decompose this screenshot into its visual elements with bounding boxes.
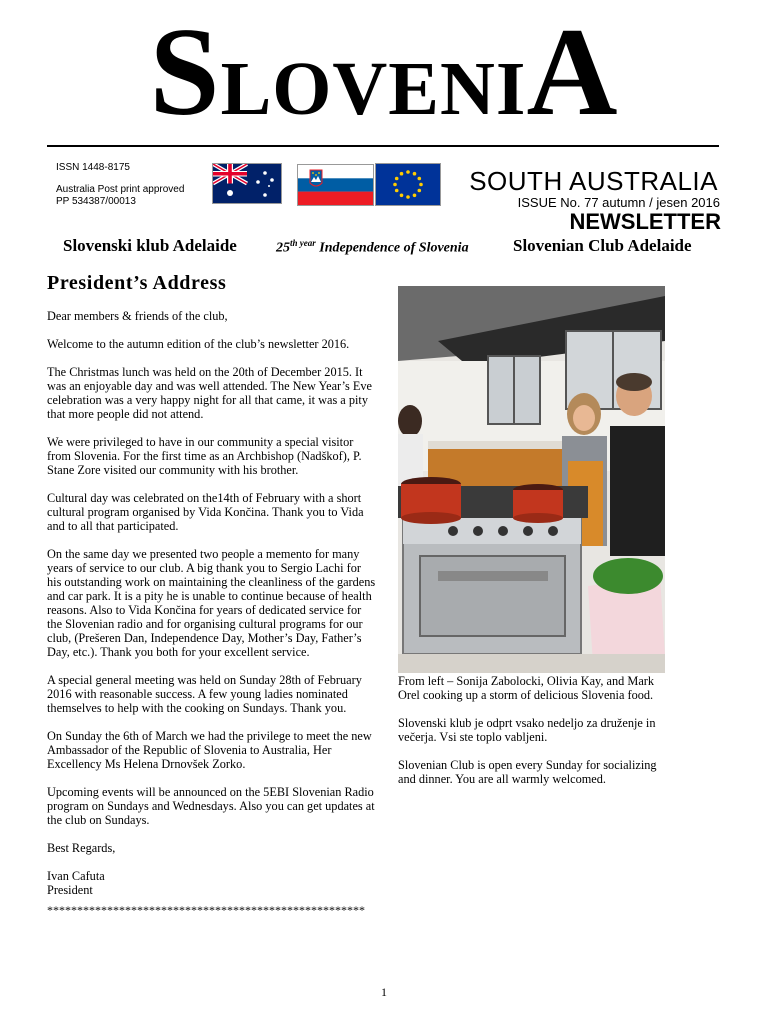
kitchen-photo xyxy=(398,286,665,673)
signature-title: President xyxy=(47,883,93,897)
signature-name: Ivan Cafuta xyxy=(47,869,105,883)
anniversary-suffix: th year xyxy=(290,238,316,248)
anniversary-line xyxy=(276,238,469,257)
separator-stars: ***************************************************** xyxy=(47,903,365,917)
region-title: SOUTH AUSTRALIA xyxy=(469,166,718,196)
article-body xyxy=(47,309,377,917)
masthead-title xyxy=(0,3,768,142)
australia-flag xyxy=(212,163,282,204)
club-name-slovene: Slovenski klub Adelaide xyxy=(63,236,237,255)
club-name-english: Slovenian Club Adelaide xyxy=(513,236,692,255)
article-paragraph: A special general meeting was held on Sunday 28th of February 2016 with reasonable success. A few young ladies nominated themselves to help with the cooking on Sundays. Thank you. xyxy=(47,673,362,715)
eu-flag xyxy=(375,163,441,206)
page-number: 1 xyxy=(381,985,387,999)
photo-caption: From left – Sonija Zabolocki, Olivia Kay, and Mark Orel cooking up a storm of delicious Slovenia food. xyxy=(398,674,655,702)
newsletter-label: NEWSLETTER xyxy=(569,209,721,234)
masthead-last-letter: A xyxy=(526,3,619,142)
masthead-first-letter: S xyxy=(149,3,221,142)
article-paragraph: On the same day we presented two people a memento for many years of service to our club. A big thank you to Sergio Lachi for his outstanding work on maintaining the cleanliness of the gardens and car park. It is a pity he is unable to continue because of health reasons. Also to Vida Končina for years of dedicated service for the Slovenian radio and for organising cultural programs for our club, (Prešeren Dan, Independence Day, Mother’s Day, Father’s Day, etc.). Thank you both for your excellent service. xyxy=(47,547,376,659)
slovene-note: Slovenski klub je odprt vsako nedeljo za druženje in večerja. Vsi ste toplo vabljeni. xyxy=(398,716,656,744)
article-paragraph: Dear members & friends of the club, xyxy=(47,309,228,323)
issue-info: ISSUE No. 77 autumn / jesen 2016 xyxy=(517,195,720,210)
anniversary-number: 25 xyxy=(276,240,290,256)
article-paragraph: Cultural day was celebrated on the14th of February with a short cultural program organised by Vida Končina. Thank you to Vida and to all that participated. xyxy=(47,491,364,533)
article-paragraph: Welcome to the autumn edition of the club’s newsletter 2016. xyxy=(47,337,350,351)
post-approval-line1: Australia Post print approved xyxy=(56,184,185,195)
article-paragraph: The Christmas lunch was held on the 20th of December 2015. It was an enjoyable day and was well attended. The New Year’s Eve celebration was a very happy night for all that came, it was a pity that more people did not attend. xyxy=(47,365,372,421)
photo-sidebar xyxy=(398,674,666,800)
anniversary-text: Independence of Slovenia xyxy=(315,240,469,256)
english-note: Slovenian Club is open every Sunday for socializing and dinner. You are all warmly welcomed. xyxy=(398,758,657,786)
article-paragraph: We were privileged to have in our community a special visitor from Slovenia. For the first time as an Archbishop (Nadškof), P. Stane Zore visited our community with his brother. xyxy=(47,435,362,477)
article-title: President’s Address xyxy=(47,272,227,294)
slovenia-flag xyxy=(297,164,374,206)
article-paragraph: Best Regards, xyxy=(47,841,116,855)
post-approval-line2: PP 534387/00013 xyxy=(56,196,136,207)
issn-text: ISSN 1448-8175 xyxy=(56,162,130,173)
masthead-middle: LOVENI xyxy=(220,47,527,131)
article-paragraph: On Sunday the 6th of March we had the privilege to meet the new Ambassador of the Republic of Slovenia to Australia, Her Excellency Ms Helena Drnovšek Zorko. xyxy=(47,729,372,771)
signature-block xyxy=(47,869,377,897)
masthead-rule xyxy=(47,145,719,147)
article-paragraph: Upcoming events will be announced on the 5EBI Slovenian Radio program on Sundays and Wednesdays. Also you can get updates at the club on Sundays. xyxy=(47,785,375,827)
